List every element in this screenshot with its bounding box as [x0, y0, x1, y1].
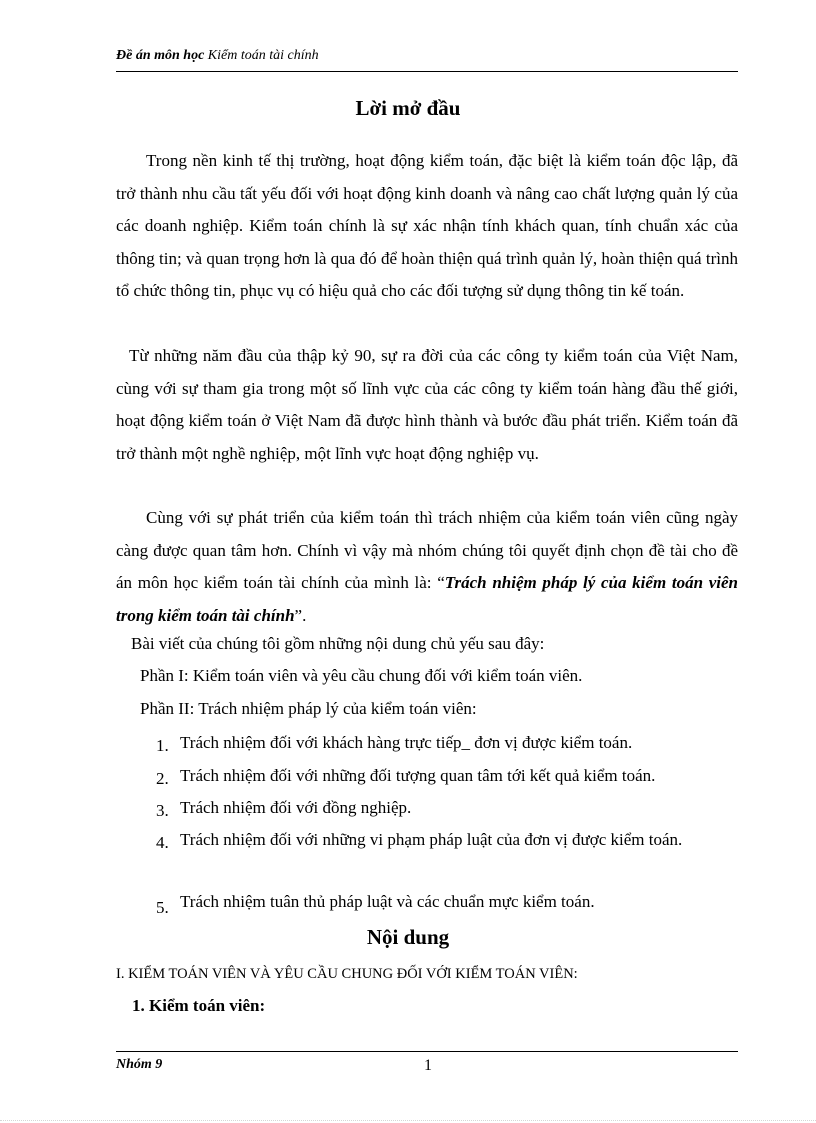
outline-intro: Bài viết của chúng tôi gồm những nội dung chủ yếu sau đây:	[131, 634, 545, 653]
thesis-title: Trách nhiệm pháp lý của kiểm toán viên trong kiểm toán tài chính	[116, 573, 738, 625]
list-item-number: 4.	[156, 833, 169, 852]
header-course-subject: Kiểm toán tài chính	[204, 48, 319, 63]
subsection-heading: 1. Kiểm toán viên:	[132, 996, 266, 1015]
list-item: Trách nhiệm đối với những đối tượng quan tâm tới kết quả kiểm toán.	[180, 766, 656, 785]
outline-part-1: Phần I: Kiểm toán viên và yêu cầu chung đối với kiểm toán viên.	[140, 666, 583, 685]
header-course-label: Đề án môn học	[116, 48, 205, 63]
list-item: Trách nhiệm đối với đồng nghiệp.	[180, 798, 412, 817]
list-item: Trách nhiệm đối với khách hàng trực tiếp_ đơn vị được kiểm toán.	[180, 733, 633, 752]
intro-paragraph-3	[116, 502, 738, 632]
footer-group: Nhóm 9	[116, 1057, 163, 1072]
list-item-number: 1.	[156, 736, 169, 755]
list-item-number: 5.	[156, 898, 169, 917]
intro-paragraph-3-end: ”.	[294, 605, 307, 625]
outline-part-2: Phần II: Trách nhiệm pháp lý của kiểm toán viên:	[140, 699, 477, 718]
list-item: Trách nhiệm tuân thủ pháp luật và các chuẩn mực kiểm toán.	[180, 892, 595, 911]
page-header	[116, 48, 738, 68]
content-heading: Nội dung	[366, 925, 450, 949]
list-item: Trách nhiệm đối với những vi phạm pháp luật của đơn vị được kiểm toán.	[180, 830, 683, 849]
list-item-number: 3.	[156, 801, 169, 820]
intro-paragraph-1: Trong nền kinh tế thị trường, hoạt động kiểm toán, đặc biệt là kiểm toán độc lập, đã trở thành nhu cầu tất yếu đối với hoạt động kinh doanh và nâng cao chất lượng quản lý của các doanh nghiệp. Kiểm toán chính là sự xác nhận tính khách quan, tính chuẩn xác của thông tin; và quan trọng hơn là qua đó để hoàn thiện quá trình quản lý, hoàn thiện quá trình tổ chức thông tin, phục vụ có hiệu quả cho các đối tượng sử dụng thông tin kế toán.	[116, 151, 738, 301]
intro-paragraph-3-start: Cùng với sự phát triển của kiểm toán thì trách nhiệm của kiểm toán viên cũng ngày càng được quan tâm hơn. Chính vì vậy mà nhóm chúng tôi quyết định chọn đề tài cho đề án môn học kiểm toán tài chính của mình là: “	[116, 508, 738, 593]
footer-rule	[116, 1051, 738, 1052]
page-break-dots	[0, 1120, 816, 1121]
intro-paragraph-2: Từ những năm đầu của thập kỷ 90, sự ra đời của các công ty kiểm toán của Việt Nam, cùng với sự tham gia trong một số lĩnh vực của các công ty kiểm toán hàng đầu thế giới, hoạt động kiểm toán ở Việt Nam đã được hình thành và bước đầu phát triển. Kiểm toán đã trở thành một nghề nghiệp, một lĩnh vực hoạt động nghiệp vụ.	[116, 346, 738, 463]
header-rule	[116, 71, 738, 72]
list-item-number: 2.	[156, 769, 169, 788]
section-heading: I. KIỂM TOÁN VIÊN VÀ YÊU CẦU CHUNG ĐỐI VỚI KIỂM TOÁN VIÊN:	[116, 966, 578, 982]
page-title: Lời mở đầu	[355, 96, 461, 120]
page-number: 1	[424, 1057, 432, 1074]
